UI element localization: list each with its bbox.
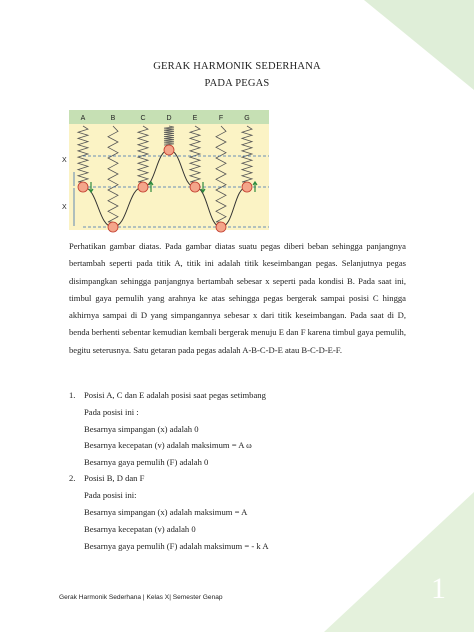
list-1-line-3: Besarnya kecepatan (v) adalah maksimum = A ω <box>84 440 252 450</box>
corner-decoration-bottom <box>324 492 474 632</box>
list-number-2: 2. <box>69 473 76 483</box>
corner-decoration-top <box>364 0 474 90</box>
footer-text: Gerak Harmonik Sederhana | Kelas X| Semester Genap <box>59 594 223 601</box>
list-1-line-4: Besarnya gaya pemulih (F) adalah 0 <box>84 457 209 467</box>
page-number: 1 <box>431 572 446 605</box>
list-number-1: 1. <box>69 390 76 400</box>
list-heading-1: Posisi A, C dan E adalah posisi saat pegas setimbang <box>84 390 266 400</box>
list-1-line-2: Besarnya simpangan (x) adalah 0 <box>84 424 199 434</box>
spring-oscillation-figure <box>62 110 269 230</box>
position-label-f: F <box>218 115 224 122</box>
position-label-d: D <box>166 115 172 122</box>
list-2-line-1: Pada posisi ini: <box>84 490 137 500</box>
position-label-c: C <box>140 115 146 122</box>
spring-figure-svg <box>62 110 269 230</box>
list-2-line-4: Besarnya gaya pemulih (F) adalah maksimum = - k A <box>84 541 269 551</box>
mass-ball-d <box>164 145 174 155</box>
mass-ball-g <box>242 182 252 192</box>
mass-ball-e <box>190 182 200 192</box>
position-label-a: A <box>80 115 86 122</box>
mass-ball-b <box>108 222 118 232</box>
body-paragraph: Perhatikan gambar diatas. Pada gambar diatas suatu pegas diberi beban sehingga panjangnya bertambah seperti pada titik A, titik ini adalah titik keseimbangan pegas. Selanjutnya pegas disimpangkan sehingga panjangnya bertambah sebesar x seperti pada kondisi B. Pada saat ini, timbul gaya pemulih yang arahnya ke atas sehingga pegas bergerak sampai posisi C hingga akhirnya sampai di D yang simpangannya sebesar x dari titik keseimbangan. Pada saat di D, benda berhenti sebentar kemudian kembali bergerak menuju E dan F karena timbul gaya pemulih, begitu seterusnya. Satu getaran pada pegas adalah A-B-C-D-E atau B-C-D-E-F. <box>69 241 406 355</box>
list-1-line-1: Pada posisi ini : <box>84 407 139 417</box>
list-2-line-2: Besarnya simpangan (x) adalah maksimum = A <box>84 507 248 517</box>
mass-ball-c <box>138 182 148 192</box>
position-label-g: G <box>244 115 250 122</box>
x-label-lower: X <box>62 204 67 211</box>
x-label-upper: X <box>62 157 67 164</box>
list-2-line-3: Besarnya kecepatan (v) adalah 0 <box>84 524 196 534</box>
page-title-line2: PADA PEGAS <box>204 78 270 89</box>
mass-ball-a <box>78 182 88 192</box>
position-label-e: E <box>192 115 198 122</box>
position-label-b: B <box>110 115 116 122</box>
page-title-line1: GERAK HARMONIK SEDERHANA <box>153 61 321 72</box>
list-heading-2: Posisi B, D dan F <box>84 473 145 483</box>
mass-ball-f <box>216 222 226 232</box>
